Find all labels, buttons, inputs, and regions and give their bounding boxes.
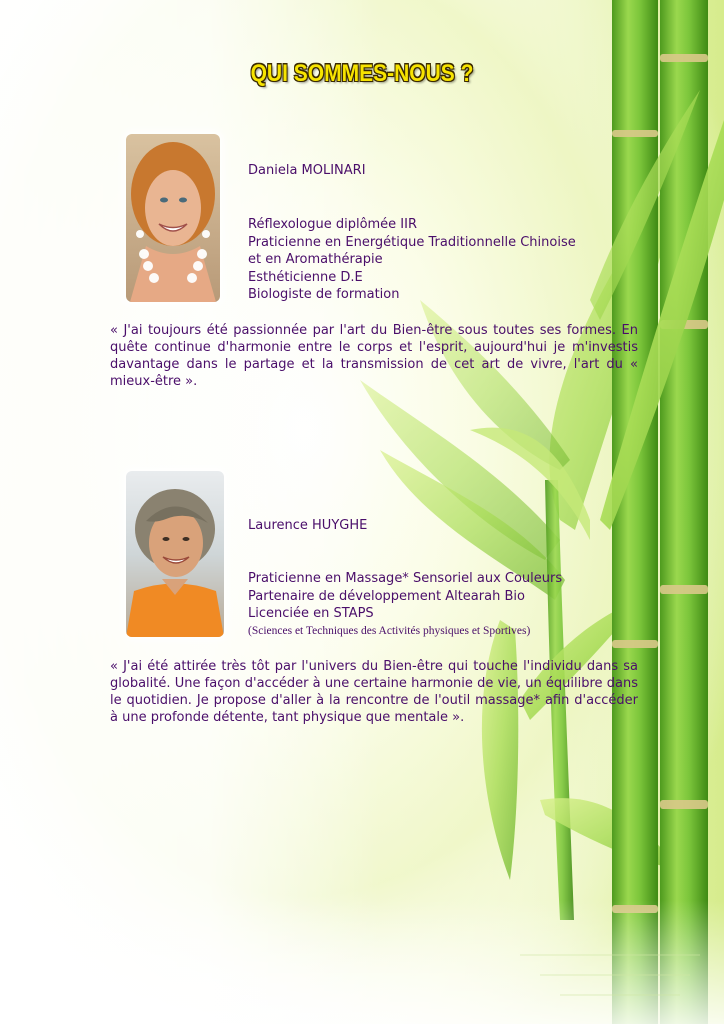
page-title: QUI SOMMES-NOUS ? (250, 60, 474, 87)
qualification-item: Licenciée en STAPS (248, 606, 374, 621)
person-name: Laurence HUYGHE (248, 518, 368, 533)
qualifications-list (248, 216, 576, 304)
portrait-photo-huyghe (126, 471, 224, 637)
portrait-photo-molinari (126, 134, 220, 302)
qualification-item: Biologiste de formation (248, 287, 400, 302)
quote-paragraph (110, 322, 638, 390)
qualification-item: et en Aromathérapie (248, 252, 383, 267)
qualification-item: Esthéticienne D.E (248, 269, 363, 285)
qualification-item: Praticienne en Massage* Sensoriel aux Couleurs (248, 571, 563, 586)
qualification-item: Praticienne en Energétique Traditionnelle Chinoise (248, 234, 576, 250)
qualification-item: Partenaire de développement Altearah Bio (248, 588, 525, 604)
quote-text: « J'ai été attirée très tôt par l'univers du Bien-être qui touche l'individu dans sa globalité. Une façon d'accéder à une certaine harmonie de vie, un équilibre dans le quotidien. Je propose d'aller à la rencontre de l'outil massage* afin d'accéder à une profonde détente, tant physique que mentale ». (110, 659, 638, 725)
person-name: Daniela MOLINARI (248, 163, 366, 178)
qualifications-list (248, 570, 562, 640)
qualification-note: (Sciences et Techniques des Activités physiques et Sportives) (248, 624, 531, 637)
qualification-item: Réflexologue diplômée IIR (248, 217, 418, 232)
quote-text: « J'ai toujours été passionnée par l'art du Bien-être sous toutes ses formes. En quête continue d'harmonie entre le corps et l'esprit, aujourd'hui je m'investis davantage dans le partage et la transmission de cet art de vivre, l'art du « mieux-être ». (110, 323, 638, 389)
quote-paragraph (110, 658, 638, 726)
